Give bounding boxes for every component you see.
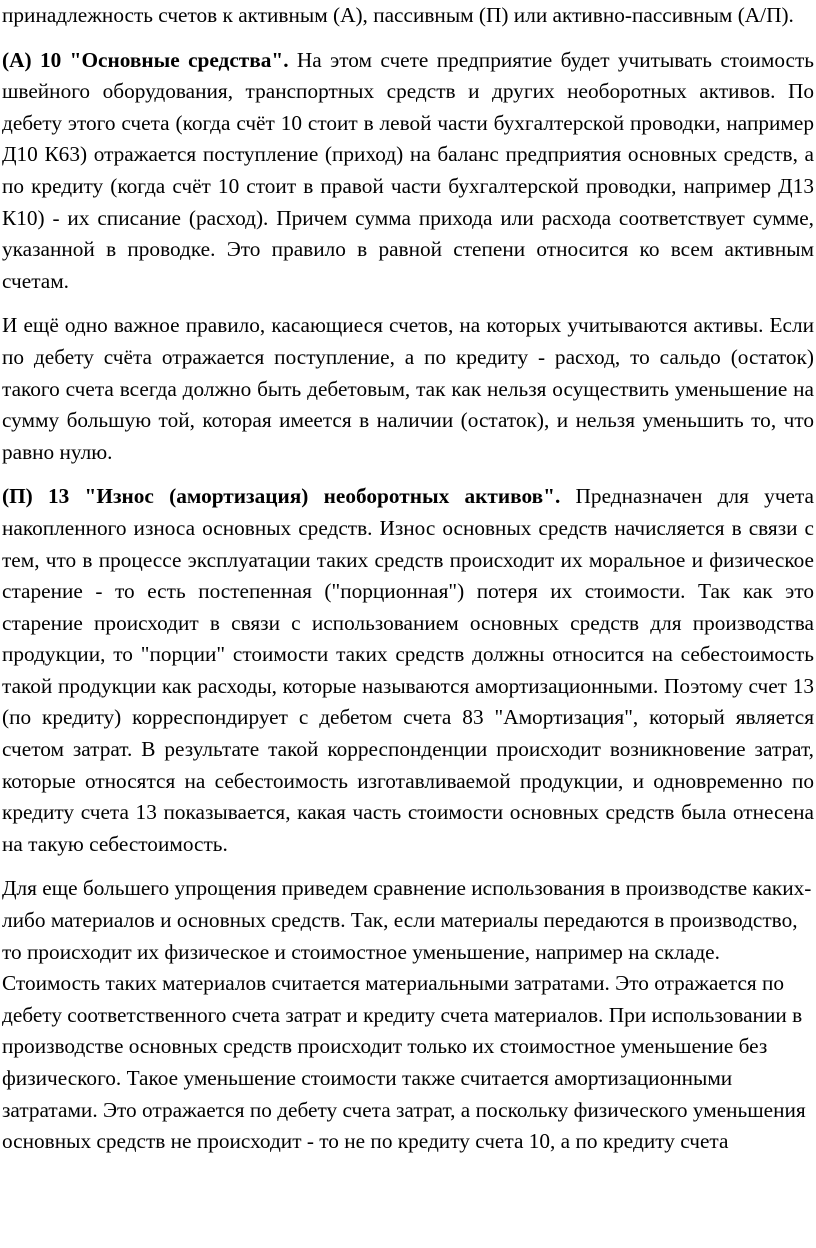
account-10-text: На этом счете предприятие будет учитывать стоимость швейного оборудования, транспортных средств и других необоротных активов. По дебету этого счета (когда счёт 10 стоит в левой части бухгалтерской проводки, например Д10 К63) отражается поступление (приход) на баланс предприятия основных средств, а по кредиту (когда счёт 10 стоит в правой части бухгалтерской проводки, например Д13 К10) - их списание (расход). Причем сумма прихода или расхода соответствует сумме, указанной в проводке. Это правило в равной степени относится ко всем активным счетам. [2, 47, 814, 293]
paragraph-comparison: Для еще большего упрощения приведем сравнение использования в производстве каких-либо материалов и основных средств. Так, если материалы передаются в производство, то происходит их физическое и стоимостное уменьшение, например на складе. Стоимость таких материалов считается материальными затратами. Это отражается по дебету соответственного счета затрат и кредиту счета материалов. При использовании в производстве основных средств происходит только их стоимостное уменьшение без физического. Такое уменьшение стоимости также считается амортизационными затратами. Это отражается по дебету счета затрат, а поскольку физического уменьшения основных средств не происходит - то не по кредиту счета 10, а по кредиту счета [2, 876, 812, 1154]
account-13-text: Предназначен для учета накопленного износа основных средств. Износ основных средств начисляется в связи с тем, что в процессе эксплуатации таких средств происходит их моральное и физическое старение - то есть постепенная ("порционная") потеря их стоимости. Так как это старение происходит в связи с использованием основных средств для производства продукции, то "порции" стоимости таких средств должны относится на себестоимость такой продукции как расходы, которые называются амортизационными. Поэтому счет 13 (по кредиту) корреспондирует с дебетом счета 83 "Амортизация", который является счетом затрат. В результате такой корреспонденции происходит возникновение затрат, которые относятся на себестоимость изготавливаемой продукции, и одновременно по кредиту счета 13 показывается, какая часть стоимости основных средств была отнесена на такую себестоимость. [2, 484, 815, 856]
document-page [2, 0, 814, 1171]
paragraph-intro: принадлежность счетов к активным (А), пассивным (П) или активно-пассивным (А/П). [2, 3, 794, 27]
paragraph-asset-rule: И ещё одно важное правило, касающиеся счетов, на которых учитываются активы. Если по дебету счёта отражается поступление, а по кредиту - расход, то сальдо (остаток) такого счета всегда должно быть дебетовым, так как нельзя осуществить уменьшение на сумму большую той, которая имеется в наличии (остаток), и нельзя уменьшить то, что равно нулю. [2, 313, 814, 464]
paragraph-account-10 [2, 45, 814, 298]
account-10-heading: (А) 10 "Основные средства". [2, 47, 289, 72]
paragraph-account-13 [2, 481, 814, 860]
account-13-heading: (П) 13 "Износ (амортизация) необоротных активов". [2, 484, 561, 509]
